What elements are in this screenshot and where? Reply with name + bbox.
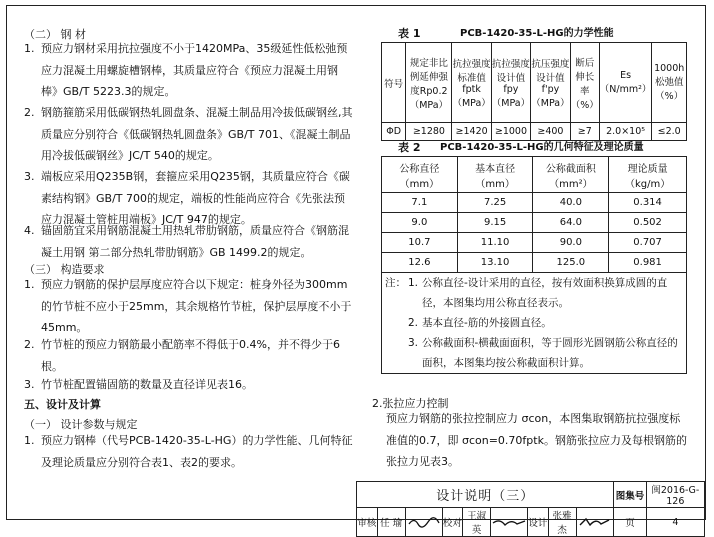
five-item-text: 预应力钢棒（代号PCB-1420-35-L-HG）的力学性能、几何特征及理论质量应分别符合表1、表2的要求。 xyxy=(41,434,353,469)
construct-item-num: 2. xyxy=(24,338,35,351)
construct-item-num: 1. xyxy=(24,278,35,291)
table-row: 9.0 9.15 64.0 0.502 xyxy=(382,213,687,233)
table1-cell: 2.0×10⁵ xyxy=(599,123,652,141)
table1-header: 规定非比例延伸强度Rp0.2（MPa） xyxy=(406,43,452,123)
check-label: 校对 xyxy=(442,508,463,537)
table2-header: 理论质量 （kg/m） xyxy=(609,157,687,193)
table1-cell: ≥1420 xyxy=(452,123,491,141)
table2-title: PCB-1420-35-L-HG的几何特征及理论质量 xyxy=(440,142,644,153)
table1 xyxy=(381,42,687,141)
tension-title: 2.张拉应力控制 xyxy=(372,397,449,410)
construct-item-text: 竹节桩的预应力钢筋最小配筋率不得低于0.4%，并不得少于6根。 xyxy=(41,338,340,373)
steel-item-num: 2. xyxy=(24,106,35,119)
table1-cell: ≥400 xyxy=(531,123,571,141)
table2-header: 公称截面积 （mm²） xyxy=(533,157,609,193)
table1-cell: ≥1000 xyxy=(491,123,530,141)
review-label: 审核 xyxy=(357,508,378,537)
review-signature xyxy=(405,508,442,537)
construct-item-1 xyxy=(24,274,354,339)
table1-header: 断后伸长率（%） xyxy=(570,43,599,123)
atlas-label: 图集号 xyxy=(614,482,646,508)
table2 xyxy=(381,156,687,273)
five-item-num: 1. xyxy=(24,434,35,447)
construct-item-text: 预应力钢筋的保护层厚度应符合以下规定：桩身外径为300mm的竹节桩不应小于25mm，其余规格竹节桩，保护层厚度不小于45mm。 xyxy=(41,278,352,334)
construct-item-text: 竹节桩配置锚固筋的数量及直径详见表16。 xyxy=(41,378,253,391)
construct-item-3 xyxy=(24,374,354,396)
section-steel-heading: （二） 钢 材 xyxy=(24,28,86,41)
table1-cell: ≥7 xyxy=(570,123,599,141)
steel-item-text: 预应力钢材采用抗拉强度不小于1420MPa、35级延性低松弛预应力混凝土用螺旋槽钢棒，其质量应符合《预应力混凝土用钢棒》GB/T 5223.3的规定。 xyxy=(41,42,348,98)
table1-header: 抗拉强度设计值fpy（MPa） xyxy=(491,43,530,123)
section-construct-heading: （三） 构造要求 xyxy=(24,263,105,276)
steel-item-4 xyxy=(24,220,354,263)
design-label: 设计 xyxy=(528,508,549,537)
table1-header: 抗拉强度标准值fptk（MPa） xyxy=(452,43,491,123)
note-1: 1. 公称直径-设计采用的直径，按有效面积换算成圆的直径，本图集均用公称直径表示。 xyxy=(408,277,668,309)
table-row: 10.7 11.10 90.0 0.707 xyxy=(382,233,687,253)
section-five-sub-heading: （一） 设计参数与规定 xyxy=(24,418,138,431)
table2-header: 基本直径 （mm） xyxy=(457,157,533,193)
construct-item-2 xyxy=(24,334,354,377)
table1-label: 表 1 xyxy=(398,27,421,40)
review-name: 任 瑜 xyxy=(377,508,405,537)
steel-item-num: 3. xyxy=(24,170,35,183)
section-five-heading: 五、设计及计算 xyxy=(24,398,101,411)
check-name: 王淑英 xyxy=(463,508,491,537)
titleblock-title: 设计说明（三） xyxy=(357,482,614,508)
steel-item-num: 4. xyxy=(24,224,35,237)
tension-text: 预应力钢筋的张拉控制应力 σcon，本图集取钢筋抗拉强度标准值的0.7，即 σcon=0.70fptk。钢筋张拉应力及每根钢筋的张拉力见表3。 xyxy=(386,412,687,468)
check-signature xyxy=(491,508,528,537)
table2-header: 公称直径 （mm） xyxy=(382,157,458,193)
steel-item-1 xyxy=(24,38,354,103)
table1-cell-symbol: ΦD xyxy=(382,123,406,141)
note-2: 2. 基本直径-筋的外接圆直径。 xyxy=(408,317,552,329)
construct-item-num: 3. xyxy=(24,378,35,391)
page-label: 页 xyxy=(614,508,646,537)
steel-item-text: 锚固筋宜采用钢筋混凝土用热轧带肋钢筋，质量应符合《钢筋混凝土用钢 第二部分热轧带肋钢筋》GB 1499.2的规定。 xyxy=(41,224,349,259)
table1-title: PCB-1420-35-L-HG的力学性能 xyxy=(460,28,614,39)
table1-header: 1000h松弛值（%） xyxy=(652,43,687,123)
steel-item-2 xyxy=(24,102,354,167)
table2-label: 表 2 xyxy=(398,141,421,154)
five-item-1 xyxy=(24,430,354,473)
table1-header: 抗压强度设计值f'py（MPa） xyxy=(531,43,571,123)
page-number: 4 xyxy=(646,508,704,537)
note-3: 3. 公称截面积-横截面面积，等于圆形光圆钢筋公称直径的面积，本图集均按公称截面积计算。 xyxy=(408,337,678,369)
table1-cell: ≤2.0 xyxy=(652,123,687,141)
table1-header-symbol: 符号 xyxy=(382,43,406,123)
notes-prefix: 注： xyxy=(385,277,406,289)
steel-item-num: 1. xyxy=(24,42,35,55)
table-row: 7.1 7.25 40.0 0.314 xyxy=(382,193,687,213)
atlas-number: 闽2016-G-126 xyxy=(646,482,704,508)
table1-cell: ≥1280 xyxy=(406,123,452,141)
title-block xyxy=(356,481,705,537)
steel-item-text: 端板应采用Q235B钢，套箍应采用Q235钢，其质量应符合《碳素结构钢》GB/T 700的规定，端板的性能尚应符合《先张法预应力混凝土管桩用端板》JC/T 947的规定。 xyxy=(41,170,350,226)
steel-item-text: 钢筋箍筋采用低碳钢热轧圆盘条、混凝土制品用冷拔低碳钢丝,其质量应分别符合《低碳钢热轧圆盘条》GB/T 701、《混凝土制品用冷拔低碳钢丝》JC/T 540的规定。 xyxy=(41,106,353,162)
table-row: 12.6 13.10 125.0 0.981 xyxy=(382,253,687,273)
design-name: 张雅杰 xyxy=(548,508,576,537)
design-signature xyxy=(576,508,614,537)
table1-header: Es（N/mm²） xyxy=(599,43,652,123)
